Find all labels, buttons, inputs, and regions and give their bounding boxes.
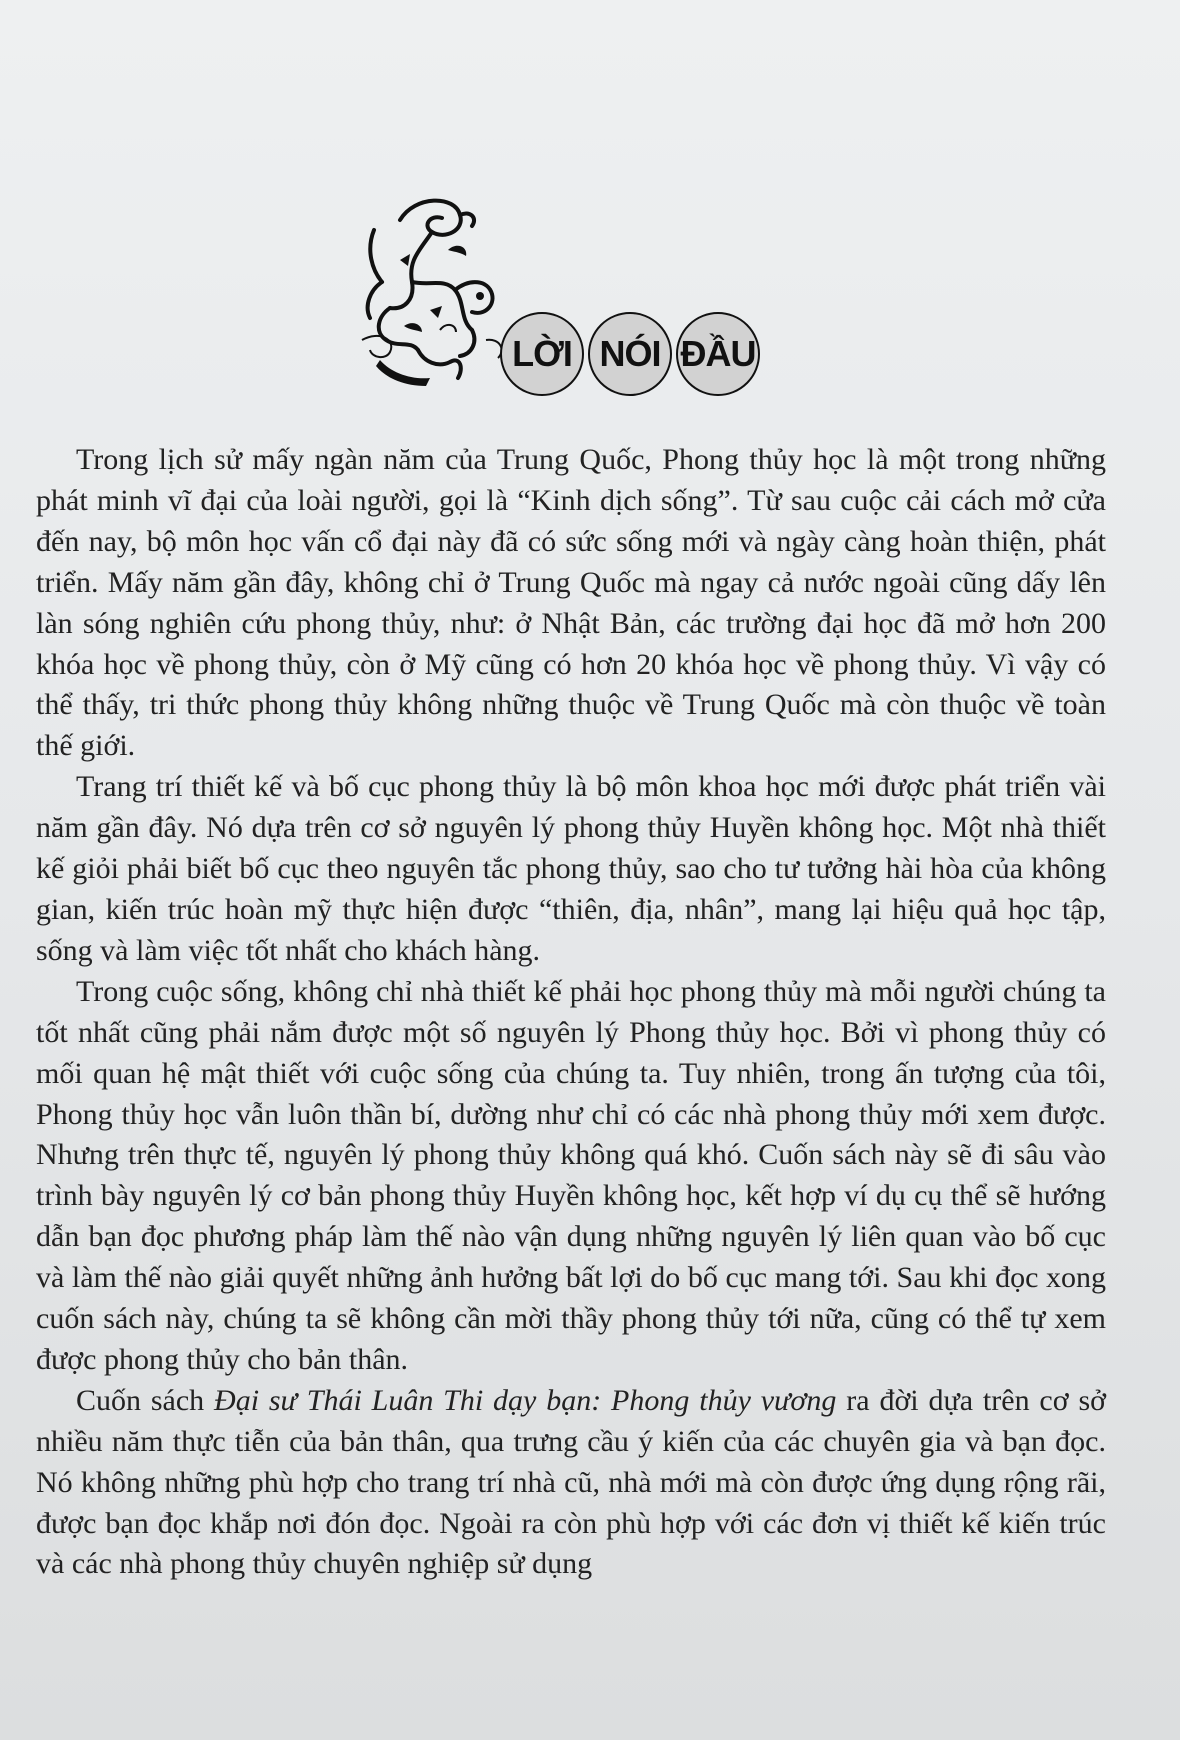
paragraph: Trang trí thiết kế và bố cục phong thủy là bộ môn khoa học mới được phát triển vài năm gần đây. Nó dựa trên cơ sở nguyên lý phong thủy Huyền không học. Một nhà thiết kế giỏi phải biết bố cục theo nguyên tắc phong thủy, sao cho tư tưởng hài hòa của không gian, kiến trúc hoàn mỹ thực hiện được “thiên, địa, nhân”, mang lại hiệu quả học tập, sống và làm việc tốt nhất cho khách hàng. xyxy=(36,770,1106,967)
paragraph-text: Cuốn sách xyxy=(76,1383,215,1417)
chapter-title xyxy=(500,312,760,398)
paragraph: Trong cuộc sống, không chỉ nhà thiết kế phải học phong thủy mà mỗi người chúng ta tốt nhất cũng phải nắm được một số nguyên lý Phong thủy học. Bởi vì phong thủy có mối quan hệ mật thiết với cuộc sống của chúng ta. Tuy nhiên, trong ấn tượng của tôi, Phong thủy học vẫn luôn thần bí, dường như chỉ có các nhà phong thủy mới xem được. Nhưng trên thực tế, nguyên lý phong thủy không quá khó. Cuốn sách này sẽ đi sâu vào trình bày nguyên lý cơ bản phong thủy Huyền không học, kết hợp ví dụ cụ thể sẽ hướng dẫn bạn đọc phương pháp làm thế nào vận dụng những nguyên lý liên quan vào bố cục và làm thế nào giải quyết những ảnh hưởng bất lợi do bố cục mang tới. Sau khi đọc xong cuốn sách này, chúng ta sẽ không cần mời thầy phong thủy tới nữa, cũng có thể tự xem được phong thủy cho bản thân. xyxy=(36,974,1106,1376)
preface-body xyxy=(36,440,1106,1585)
chapter-header xyxy=(360,190,800,400)
title-word-disc: NÓI xyxy=(588,312,672,396)
dragon-emblem-icon xyxy=(360,190,510,390)
title-word-disc: LỜI xyxy=(500,312,584,396)
book-title-italic: Đại sư Thái Luân Thi dạy bạn: Phong thủy vương xyxy=(214,1383,837,1417)
title-word-disc: ĐẦU xyxy=(676,312,760,396)
paragraph-text: ra đời dựa trên cơ sở nhiều năm thực tiễn của bản thân, qua trưng cầu ý kiến của các chuyên gia và bạn đọc. Nó không những phù hợp cho trang trí nhà cũ, nhà mới mà còn được ứng dụng rộng rãi, được bạn đọc khắp nơi đón đọc. Ngoài ra còn phù hợp với các đơn vị thiết kế kiến trúc và các nhà phong thủy chuyên nghiệp sử dụng xyxy=(36,1383,1106,1581)
paragraph: Trong lịch sử mấy ngàn năm của Trung Quốc, Phong thủy học là một trong những phát minh vĩ đại của loài người, gọi là “Kinh dịch sống”. Từ sau cuộc cải cách mở cửa đến nay, bộ môn học vấn cổ đại này đã có sức sống mới và ngày càng hoàn thiện, phát triển. Mấy năm gần đây, không chỉ ở Trung Quốc mà ngay cả nước ngoài cũng dấy lên làn sóng nghiên cứu phong thủy, như: ở Nhật Bản, các trường đại học đã mở hơn 200 khóa học về phong thủy, còn ở Mỹ cũng có hơn 20 khóa học về phong thủy. Vì vậy có thể thấy, tri thức phong thủy không những thuộc về Trung Quốc mà còn thuộc về toàn thế giới. xyxy=(36,443,1106,763)
paragraph xyxy=(36,1381,1106,1586)
